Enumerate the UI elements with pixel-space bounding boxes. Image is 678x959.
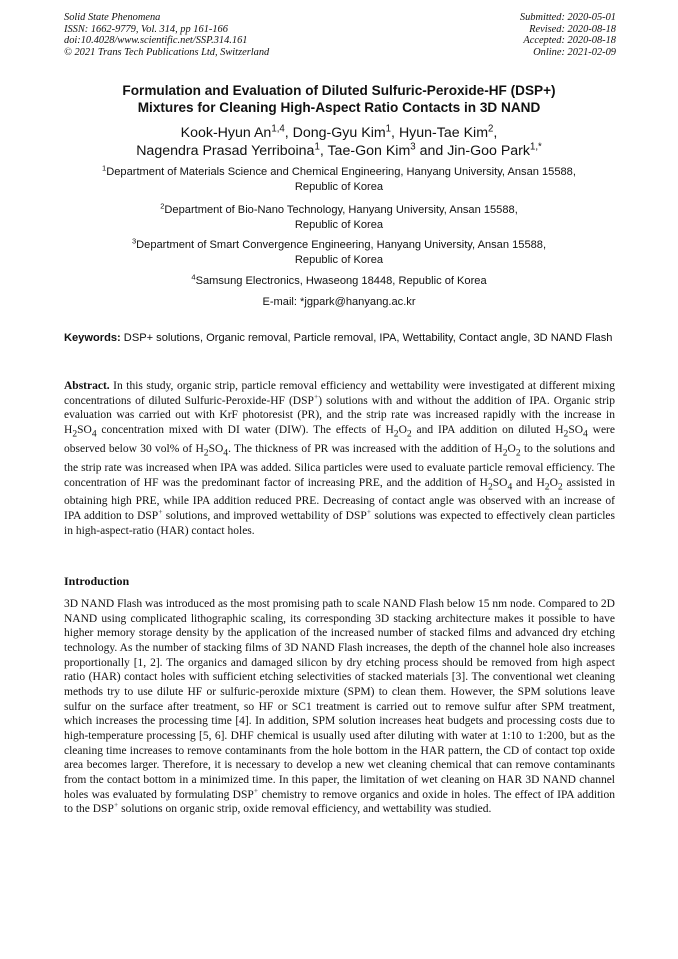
author-conjunction: and: [415, 143, 448, 159]
affiliation-text: Department of Smart Convergence Engineering, Hanyang University, Ansan 15588,: [136, 239, 547, 251]
affiliation-2: [40, 203, 638, 233]
affiliation-country: Republic of Korea: [294, 253, 384, 266]
online-date: Online: 2021-02-09: [533, 46, 616, 58]
affiliation-3: [40, 238, 638, 268]
author-separator: ,: [391, 125, 399, 141]
corresponding-email: E-mail: *jgpark@hanyang.ac.kr: [262, 296, 416, 308]
doi: doi:10.4028/www.scientific.net/SSP.314.161: [64, 35, 248, 47]
issn: ISSN: 1662-9779, Vol. 314, pp 161-166: [64, 23, 228, 35]
introduction-heading: Introduction: [64, 574, 130, 588]
abstract: Abstract. In this study, organic strip, particle removal efficiency and wettability were investigated at different mixing concentrations of diluted Sulfuric-Peroxide-HF (DSP+) solutions with and without the addition of IPA. Organic strip evaluation was carried out with KrF photoresist (PR), and the strip rate was increased rapidly with the increase in $H_2SO_4$ concentration mixed with DI water (DIW). The effects of $H_2O_2$ and IPA addition on diluted $H_2SO_4$ were observed below 30 vol% of $H_2SO_4$. The thickness of PR was increased with the addition of $H_2O_2$ to the solutions and the strip rate was increased when IPA was added. Silica particles were used to evaluate particle removal efficiency. The concentration of HF was the predominant factor of increasing PRE, and the addition of $H_2SO_4$ and $H_2O_2$ assisted in obtaining high PRE, while IPA addition reduced PRE. Decreasing of contact angle was observed with an increase of IPA addition to DSP+ solutions, and improved wettability of DSP+ solutions was expected to effectively clean particles in high-aspect-ratio (HAR) contact holes.: [64, 380, 616, 537]
author-name: Nagendra Prasad Yerriboina: [136, 143, 315, 159]
revised-date: Revised: 2020-08-18: [529, 23, 616, 35]
publication-dates: [520, 12, 616, 58]
author-affil-sup: 2: [488, 123, 494, 135]
introduction-text: 3D NAND Flash was introduced as the most promising path to scale NAND Flash below 15 nm node. Compared to 2D NAND using complicated lithographic scaling, its corresponding 3D stacking architecture makes it possible to have higher memory storage density by the application of the increased number of stacked films and advanced dry etching technology. As the number of stacking films of 3D NAND Flash increases, the depth of the channel hole also increases proportionally [1, 2]. The organics and damaged silicon by dry etching process should be removed from high aspect ratio (HAR) contact holes with sufficient etching selectivities of stacked materials [3]. The conventional wet cleaning methods try to use dilute HF or sulfuric-peroxide mixture (SPM) to clean them. However, the SPM solutions leave sulfur on the surface after treatment, so HF or SC1 treatment is carried out to remove sulfur after SPM treatment, which increases the processing time [4]. In addition, SPM solution increases heat budgets and processing costs due to high-temperature processing [5, 6]. DHF chemical is usually used after diluting with water at 1:10 to 1:200, but as the cleaning time increases to remove contaminants from the hole bottom in the HAR pattern, the CD of contact top oxide area becomes larger. Therefore, it is necessary to develop a new wet cleaning chemical that can remove contaminants from the contact bottom in a minimized time. In this paper, the limitation of wet cleaning on HAR 3D NAND channel holes was evaluated by formulating DSP+ chemistry to remove organics and oxide in holes. The effect of IPA addition to the DSP+ solutions on organic strip, oxide removal efficiency, and wettability was studied.: [64, 598, 615, 816]
author-list: [40, 124, 638, 160]
author-line-1: [40, 124, 638, 142]
author-affil-sup: 1: [314, 141, 320, 153]
keywords-text: DSP+ solutions, Organic removal, Particle removal, IPA, Wettability, Contact angle, 3D NAND Flash: [120, 332, 613, 344]
affiliation-text: Samsung Electronics, Hwaseong 18448, Republic of Korea: [195, 275, 487, 287]
accepted-date: Accepted: 2020-08-18: [523, 35, 616, 47]
affiliation-4: [40, 274, 638, 289]
affiliation-sup: 2: [160, 201, 165, 211]
affiliation-1: [40, 165, 638, 195]
title-line-1: Formulation and Evaluation of Diluted Sulfuric-Peroxide-HF (DSP+): [122, 83, 556, 98]
author-line-2: [40, 142, 638, 160]
affiliation-country: Republic of Korea: [294, 218, 384, 231]
author-affil-sup: 1,4: [271, 123, 285, 135]
author-affil-sup: 1,*: [530, 141, 542, 153]
author-separator: ,: [284, 125, 293, 141]
affiliation-text: Department of Materials Science and Chemical Engineering, Hanyang University, Ansan 15588,: [106, 166, 576, 178]
author-name: Dong-Gyu Kim: [292, 125, 386, 141]
copyright: © 2021 Trans Tech Publications Ltd, Switzerland: [64, 46, 270, 58]
affiliation-sup: 1: [102, 163, 107, 173]
affiliation-text: Department of Bio-Nano Technology, Hanyang University, Ansan 15588,: [164, 204, 518, 216]
journal-name: Solid State Phenomena: [64, 12, 161, 23]
author-affil-sup: 3: [410, 141, 416, 153]
affiliation-sup: 3: [131, 236, 137, 246]
affiliation-sup: 4: [191, 272, 196, 282]
author-affil-sup: 1: [385, 123, 392, 135]
author-name: Jin-Goo Park: [447, 143, 530, 159]
author-separator: ,: [319, 143, 328, 159]
journal-info: [64, 12, 269, 58]
title-line-2: Mixtures for Cleaning High-Aspect Ratio Contacts in 3D NAND: [137, 99, 541, 115]
affiliation-country: Republic of Korea: [294, 180, 384, 193]
author-separator: ,: [493, 125, 498, 141]
keywords: [64, 331, 615, 346]
keywords-label: Keywords:: [64, 332, 121, 344]
submitted-date: Submitted: 2020-05-01: [519, 12, 616, 23]
author-name: Tae-Gon Kim: [327, 143, 411, 159]
abstract-label: Abstract.: [64, 380, 110, 392]
paper-title: [40, 83, 638, 116]
author-name: Hyun-Tae Kim: [398, 125, 489, 141]
author-name: Kook-Hyun An: [180, 125, 272, 141]
